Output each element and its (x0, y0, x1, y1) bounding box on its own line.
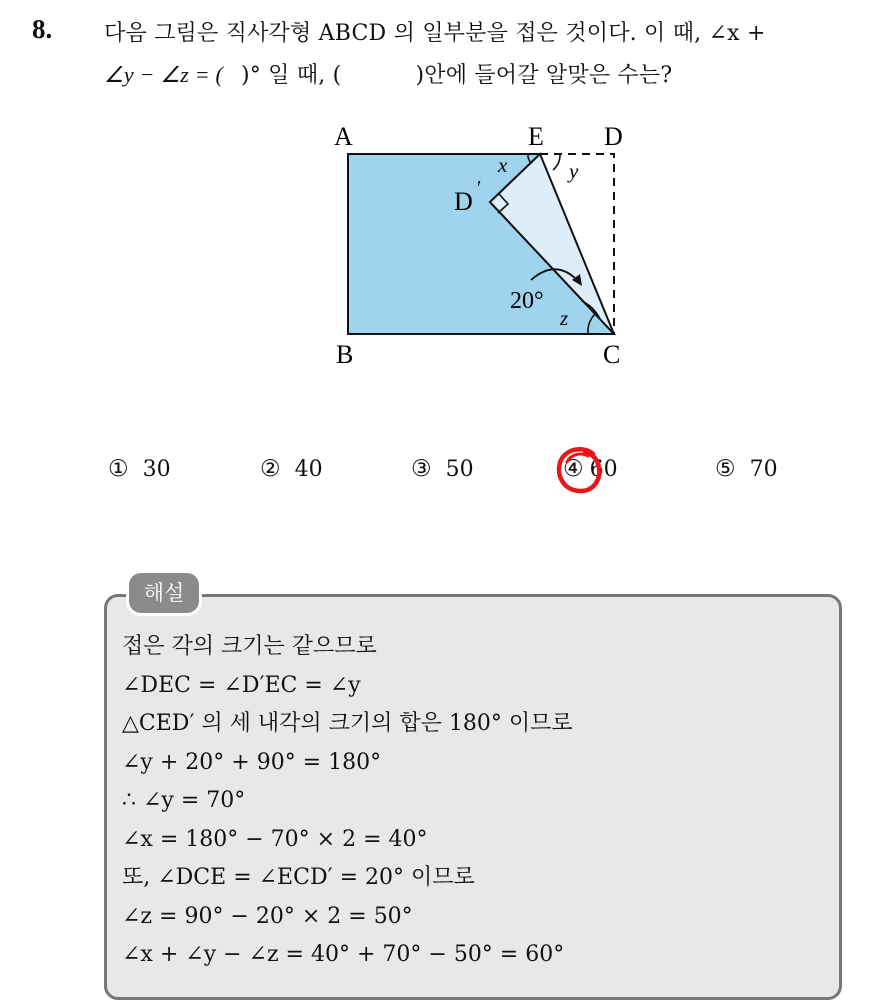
solution-lines (122, 628, 573, 975)
choice-3-mark: ③ (411, 456, 432, 482)
choice-4-value: 60 (589, 457, 618, 482)
choice-3-value: 50 (445, 457, 474, 482)
label-y: y (569, 159, 579, 183)
question-expression: ∠y − ∠z = ( (104, 62, 223, 87)
label-x: x (498, 153, 508, 177)
answer-choices (0, 456, 884, 496)
solution-line-6: ∠x = 180° − 70° × 2 = 40° (122, 826, 428, 852)
choice-5-mark: ⑤ (715, 456, 736, 482)
choice-4-mark: ④ (563, 456, 584, 482)
choice-5[interactable] (715, 456, 778, 482)
choice-2[interactable] (260, 456, 323, 482)
question-number: 8. (32, 14, 53, 44)
solution-label: 해설 (129, 573, 199, 613)
angle-y-arc (553, 154, 560, 170)
solution-line-7: 또, ∠DCE = ∠ECD′ = 20° 이므로 (122, 865, 475, 890)
label-A: A (334, 122, 353, 151)
choice-1-mark: ① (108, 456, 129, 482)
folded-rectangle-figure (320, 118, 650, 378)
question-text-line2 (104, 58, 672, 89)
solution-line-9: ∠x + ∠y − ∠z = 40° + 70° − 50° = 60° (122, 942, 565, 967)
solution-line-1: 접은 각의 크기는 같으므로 (122, 634, 377, 659)
label-prime-mark: ′ (477, 177, 482, 199)
solution-line-4: ∠y + 20° + 90° = 180° (122, 749, 382, 775)
label-B: B (336, 340, 354, 369)
label-angle-20: 20° (510, 288, 544, 314)
choice-1[interactable] (108, 456, 171, 482)
label-E: E (528, 122, 544, 151)
answer-circle-mark (555, 444, 605, 496)
label-D: D (604, 122, 623, 151)
label-C: C (603, 340, 621, 369)
label-D-prime: D (454, 187, 473, 216)
question-text-end: )안에 들어갈 알맞은 수는? (415, 63, 673, 88)
choice-2-mark: ② (260, 456, 281, 482)
question-text-line1: 다음 그림은 직사각형 ABCD 의 일부분을 접은 것이다. 이 때, ∠x + (104, 21, 766, 46)
choice-3[interactable] (411, 456, 474, 482)
solution-line-2: ∠DEC = ∠D′EC = ∠y (122, 672, 361, 698)
choice-2-value: 40 (294, 457, 323, 482)
solution-line-8: ∠z = 90° − 20° × 2 = 50° (122, 903, 413, 929)
choice-1-value: 30 (142, 457, 171, 482)
label-z: z (560, 306, 569, 330)
solution-line-3: △CED′ 의 세 내각의 크기의 합은 180° 이므로 (122, 711, 573, 736)
solution-line-5: ∴ ∠y = 70° (122, 788, 246, 813)
question-text-mid: )° 일 때, ( (241, 63, 342, 88)
choice-5-value: 70 (749, 457, 778, 482)
